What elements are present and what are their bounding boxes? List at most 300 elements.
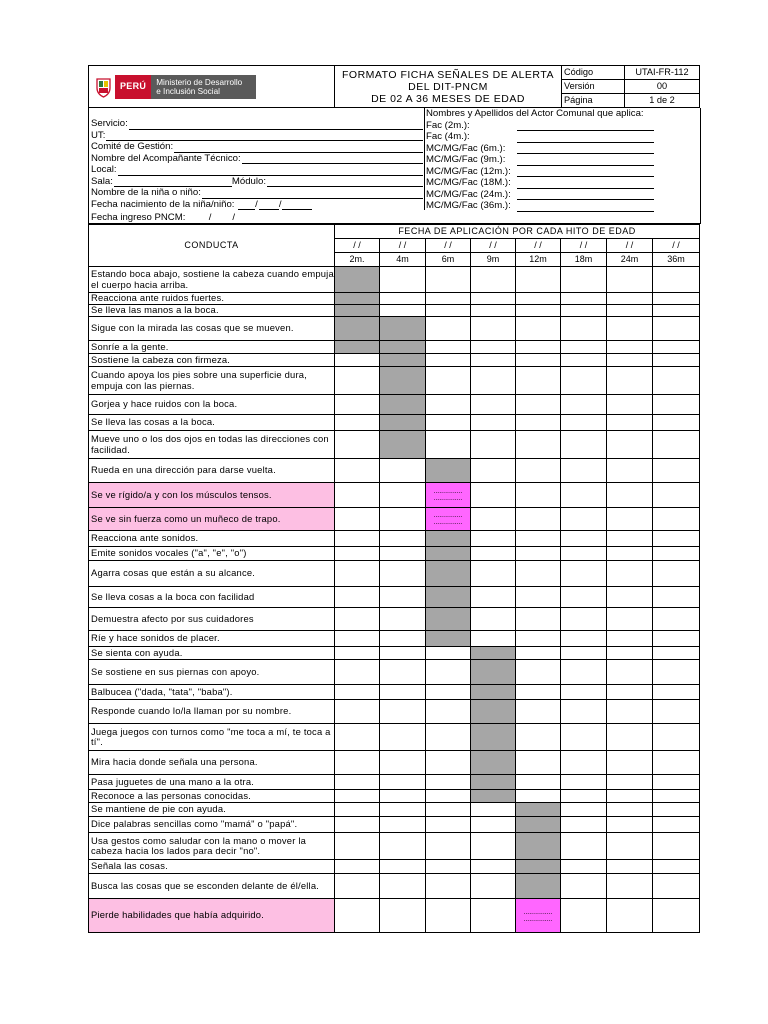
- check-cell[interactable]: [653, 341, 700, 354]
- check-cell[interactable]: [607, 817, 653, 833]
- fecha-nac-label: Fecha nacimiento de la niña/niño:: [91, 198, 235, 210]
- check-cell[interactable]: [471, 660, 516, 685]
- date-cell[interactable]: / /: [380, 239, 426, 253]
- check-cell[interactable]: [607, 685, 653, 700]
- check-cell[interactable]: [335, 803, 380, 817]
- nombre-nino-label: Nombre de la niña o niño:: [91, 187, 201, 198]
- check-cell[interactable]: [561, 415, 607, 431]
- check-cell[interactable]: [380, 631, 426, 647]
- check-cell[interactable]: [653, 860, 700, 874]
- check-cell[interactable]: [653, 817, 700, 833]
- check-cell[interactable]: [471, 803, 516, 817]
- check-cell[interactable]: [380, 531, 426, 547]
- check-cell[interactable]: [653, 899, 700, 933]
- check-cell[interactable]: [426, 561, 471, 587]
- logo-ministry-line1: Ministerio de Desarrollo: [156, 77, 243, 87]
- check-cell[interactable]: [516, 833, 561, 860]
- check-cell[interactable]: [380, 700, 426, 724]
- check-cell[interactable]: [335, 724, 380, 751]
- check-cell[interactable]: [516, 803, 561, 817]
- check-cell[interactable]: [653, 775, 700, 790]
- date-cell[interactable]: / /: [426, 239, 471, 253]
- check-cell[interactable]: [561, 459, 607, 483]
- check-cell[interactable]: [471, 685, 516, 700]
- check-cell[interactable]: [653, 483, 700, 508]
- check-cell[interactable]: [561, 354, 607, 367]
- check-cell[interactable]: [335, 700, 380, 724]
- check-cell[interactable]: [561, 317, 607, 341]
- nombre-nino-field[interactable]: [202, 189, 423, 199]
- check-cell[interactable]: [561, 267, 607, 293]
- check-cell[interactable]: [335, 341, 380, 354]
- check-cell[interactable]: [561, 367, 607, 395]
- check-cell[interactable]: [471, 647, 516, 660]
- check-cell[interactable]: [561, 293, 607, 305]
- check-cell[interactable]: [561, 775, 607, 790]
- check-cell[interactable]: [653, 874, 700, 899]
- check-cell[interactable]: [471, 367, 516, 395]
- check-cell[interactable]: [471, 700, 516, 724]
- check-cell[interactable]: [607, 775, 653, 790]
- check-cell[interactable]: [335, 631, 380, 647]
- actor-name-field[interactable]: [517, 167, 654, 177]
- check-cell[interactable]: [561, 899, 607, 933]
- check-cell[interactable]: [607, 305, 653, 317]
- check-cell[interactable]: [653, 508, 700, 531]
- check-cell[interactable]: [561, 860, 607, 874]
- check-cell[interactable]: [380, 751, 426, 775]
- check-cell[interactable]: [380, 547, 426, 561]
- check-cell[interactable]: [561, 685, 607, 700]
- check-cell[interactable]: [335, 647, 380, 660]
- actor-name-field[interactable]: [517, 179, 654, 189]
- acompanante-field[interactable]: [242, 154, 423, 164]
- check-cell[interactable]: [471, 341, 516, 354]
- check-cell[interactable]: [471, 395, 516, 415]
- check-cell[interactable]: [516, 631, 561, 647]
- check-cell[interactable]: [653, 685, 700, 700]
- check-cell[interactable]: [426, 608, 471, 631]
- check-cell[interactable]: [561, 531, 607, 547]
- check-cell[interactable]: [380, 431, 426, 459]
- check-cell[interactable]: [335, 459, 380, 483]
- check-cell[interactable]: [380, 647, 426, 660]
- check-cell[interactable]: [607, 531, 653, 547]
- check-cell[interactable]: [471, 415, 516, 431]
- check-cell[interactable]: [561, 341, 607, 354]
- check-cell[interactable]: [607, 751, 653, 775]
- check-cell[interactable]: [607, 631, 653, 647]
- check-cell[interactable]: [653, 547, 700, 561]
- check-cell[interactable]: [607, 354, 653, 367]
- actor-name-field[interactable]: [517, 202, 654, 212]
- check-cell[interactable]: [653, 267, 700, 293]
- check-cell[interactable]: [380, 415, 426, 431]
- check-cell[interactable]: [653, 724, 700, 751]
- check-cell[interactable]: [426, 531, 471, 547]
- check-cell[interactable]: [653, 367, 700, 395]
- check-cell[interactable]: [426, 660, 471, 685]
- check-cell[interactable]: [471, 790, 516, 803]
- check-cell[interactable]: [653, 803, 700, 817]
- check-cell[interactable]: [607, 341, 653, 354]
- check-cell[interactable]: [380, 608, 426, 631]
- check-cell[interactable]: [335, 660, 380, 685]
- check-cell[interactable]: [607, 561, 653, 587]
- check-cell[interactable]: [561, 608, 607, 631]
- check-cell[interactable]: [653, 395, 700, 415]
- actor-name-field[interactable]: [517, 190, 654, 200]
- check-cell[interactable]: [380, 724, 426, 751]
- check-cell[interactable]: [607, 660, 653, 685]
- check-cell[interactable]: [426, 267, 471, 293]
- check-cell[interactable]: [426, 354, 471, 367]
- check-cell[interactable]: [561, 833, 607, 860]
- check-cell[interactable]: [426, 803, 471, 817]
- check-cell[interactable]: [471, 508, 516, 531]
- check-cell[interactable]: [607, 547, 653, 561]
- check-cell[interactable]: [335, 531, 380, 547]
- check-cell[interactable]: [380, 803, 426, 817]
- check-cell[interactable]: [516, 508, 561, 531]
- actor-name-field[interactable]: [517, 121, 654, 131]
- check-cell[interactable]: [653, 647, 700, 660]
- check-cell[interactable]: [561, 631, 607, 647]
- check-cell[interactable]: [380, 775, 426, 790]
- check-cell[interactable]: [516, 790, 561, 803]
- check-cell[interactable]: [653, 531, 700, 547]
- check-cell[interactable]: [335, 561, 380, 587]
- check-cell[interactable]: [335, 483, 380, 508]
- check-cell[interactable]: [335, 587, 380, 608]
- ut-field[interactable]: [106, 131, 423, 141]
- date-cell[interactable]: / /: [607, 239, 653, 253]
- check-cell[interactable]: [516, 608, 561, 631]
- check-cell[interactable]: [607, 459, 653, 483]
- check-cell[interactable]: [561, 874, 607, 899]
- check-cell[interactable]: [380, 367, 426, 395]
- check-cell[interactable]: [607, 587, 653, 608]
- check-cell[interactable]: [380, 817, 426, 833]
- check-cell[interactable]: [516, 874, 561, 899]
- check-cell[interactable]: [380, 341, 426, 354]
- check-cell[interactable]: [426, 508, 471, 531]
- check-cell[interactable]: [607, 647, 653, 660]
- check-cell[interactable]: [335, 305, 380, 317]
- check-cell[interactable]: [380, 561, 426, 587]
- check-cell[interactable]: [516, 899, 561, 933]
- check-cell[interactable]: [380, 660, 426, 685]
- check-cell[interactable]: [516, 483, 561, 508]
- fecha-ingreso-day[interactable]: [192, 214, 209, 224]
- comite-field[interactable]: [174, 143, 423, 153]
- check-cell[interactable]: [471, 459, 516, 483]
- check-cell[interactable]: [380, 317, 426, 341]
- check-cell[interactable]: [607, 724, 653, 751]
- check-cell[interactable]: [561, 700, 607, 724]
- check-cell[interactable]: [561, 395, 607, 415]
- fecha-nac-year[interactable]: [282, 200, 312, 210]
- modulo-field[interactable]: [267, 177, 423, 187]
- date-cell[interactable]: / /: [335, 239, 380, 253]
- check-cell[interactable]: [335, 317, 380, 341]
- fecha-nac-month[interactable]: [259, 200, 279, 210]
- check-cell[interactable]: [653, 354, 700, 367]
- check-cell[interactable]: [653, 415, 700, 431]
- check-cell[interactable]: [607, 367, 653, 395]
- check-cell[interactable]: [335, 860, 380, 874]
- date-cell[interactable]: / /: [516, 239, 561, 253]
- check-cell[interactable]: [471, 833, 516, 860]
- check-cell[interactable]: [516, 775, 561, 790]
- check-cell[interactable]: [561, 803, 607, 817]
- check-cell[interactable]: [516, 751, 561, 775]
- check-cell[interactable]: [607, 874, 653, 899]
- check-cell[interactable]: [561, 660, 607, 685]
- check-cell[interactable]: [607, 608, 653, 631]
- check-cell[interactable]: [335, 415, 380, 431]
- check-cell[interactable]: [471, 483, 516, 508]
- check-cell[interactable]: [471, 631, 516, 647]
- check-cell[interactable]: [516, 354, 561, 367]
- servicio-field[interactable]: [129, 120, 423, 130]
- check-cell[interactable]: [516, 647, 561, 660]
- date-cell[interactable]: / /: [561, 239, 607, 253]
- check-cell[interactable]: [426, 790, 471, 803]
- table-row: [89, 874, 700, 899]
- check-cell[interactable]: [607, 431, 653, 459]
- check-cell[interactable]: [607, 860, 653, 874]
- fecha-nac-day[interactable]: [238, 200, 255, 210]
- check-cell[interactable]: [607, 700, 653, 724]
- check-cell[interactable]: [516, 587, 561, 608]
- check-cell[interactable]: [471, 547, 516, 561]
- check-cell[interactable]: [653, 561, 700, 587]
- check-cell[interactable]: [380, 790, 426, 803]
- check-cell[interactable]: [335, 367, 380, 395]
- check-cell[interactable]: [471, 587, 516, 608]
- check-cell[interactable]: [335, 547, 380, 561]
- check-cell[interactable]: [335, 751, 380, 775]
- check-cell[interactable]: [471, 874, 516, 899]
- check-cell[interactable]: [426, 341, 471, 354]
- check-cell[interactable]: [426, 431, 471, 459]
- check-cell[interactable]: [380, 459, 426, 483]
- check-cell[interactable]: [561, 587, 607, 608]
- check-cell[interactable]: [426, 547, 471, 561]
- check-cell[interactable]: [471, 860, 516, 874]
- check-cell[interactable]: [653, 700, 700, 724]
- check-cell[interactable]: [653, 293, 700, 305]
- check-cell[interactable]: [426, 587, 471, 608]
- check-cell[interactable]: [653, 608, 700, 631]
- actor-name-field[interactable]: [517, 133, 654, 143]
- check-cell[interactable]: [471, 431, 516, 459]
- sala-field[interactable]: [114, 177, 232, 187]
- date-cell[interactable]: / /: [471, 239, 516, 253]
- fecha-ingreso-month[interactable]: [212, 214, 232, 224]
- check-cell[interactable]: [516, 395, 561, 415]
- check-cell[interactable]: [335, 608, 380, 631]
- check-cell[interactable]: [516, 817, 561, 833]
- check-cell[interactable]: [516, 459, 561, 483]
- check-cell[interactable]: [426, 817, 471, 833]
- check-cell[interactable]: [471, 817, 516, 833]
- check-cell[interactable]: [426, 305, 471, 317]
- check-cell[interactable]: [653, 751, 700, 775]
- check-cell[interactable]: [426, 700, 471, 724]
- check-cell[interactable]: [380, 833, 426, 860]
- check-cell[interactable]: [653, 317, 700, 341]
- check-cell[interactable]: [516, 367, 561, 395]
- check-cell[interactable]: [607, 833, 653, 860]
- check-cell[interactable]: [561, 790, 607, 803]
- check-cell[interactable]: [380, 874, 426, 899]
- check-cell[interactable]: [426, 293, 471, 305]
- check-cell[interactable]: [380, 395, 426, 415]
- check-cell[interactable]: [471, 305, 516, 317]
- check-cell[interactable]: [516, 293, 561, 305]
- check-cell[interactable]: [516, 685, 561, 700]
- check-cell[interactable]: [516, 341, 561, 354]
- child-info: Servicio: UT: Comité de Gestión: Nombre del Acompañante Técnico: Local: Sala: Módulo: Nombre de la niña o niño: Fecha nacimiento de la niña/niño: / / Fecha ingreso PNCM: / /: [91, 118, 423, 224]
- check-cell[interactable]: [516, 860, 561, 874]
- check-cell[interactable]: [516, 660, 561, 685]
- check-cell[interactable]: [516, 317, 561, 341]
- check-cell[interactable]: [607, 803, 653, 817]
- check-cell[interactable]: [335, 431, 380, 459]
- check-cell[interactable]: [380, 899, 426, 933]
- check-cell[interactable]: [471, 899, 516, 933]
- check-cell[interactable]: [335, 775, 380, 790]
- check-cell[interactable]: [561, 547, 607, 561]
- check-cell[interactable]: [653, 660, 700, 685]
- check-cell[interactable]: [471, 354, 516, 367]
- check-cell[interactable]: [335, 790, 380, 803]
- check-cell[interactable]: [426, 685, 471, 700]
- check-cell[interactable]: [426, 874, 471, 899]
- check-cell[interactable]: [471, 531, 516, 547]
- check-cell[interactable]: [335, 508, 380, 531]
- check-cell[interactable]: [653, 431, 700, 459]
- check-cell[interactable]: [380, 293, 426, 305]
- check-cell[interactable]: [426, 647, 471, 660]
- dots-line: ...............: [523, 908, 553, 916]
- check-cell[interactable]: [653, 790, 700, 803]
- check-cell[interactable]: [516, 547, 561, 561]
- check-cell[interactable]: [653, 631, 700, 647]
- check-cell[interactable]: [516, 724, 561, 751]
- check-cell[interactable]: [426, 775, 471, 790]
- check-cell[interactable]: [561, 508, 607, 531]
- check-cell[interactable]: [653, 587, 700, 608]
- check-cell[interactable]: [607, 395, 653, 415]
- check-cell[interactable]: [516, 431, 561, 459]
- check-cell[interactable]: [426, 317, 471, 341]
- check-cell[interactable]: [516, 700, 561, 724]
- check-cell[interactable]: [607, 483, 653, 508]
- check-cell[interactable]: [426, 724, 471, 751]
- check-cell[interactable]: [561, 431, 607, 459]
- check-cell[interactable]: [380, 685, 426, 700]
- check-cell[interactable]: [380, 354, 426, 367]
- check-cell[interactable]: [561, 561, 607, 587]
- check-cell[interactable]: [426, 751, 471, 775]
- check-cell[interactable]: [426, 367, 471, 395]
- check-cell[interactable]: [471, 608, 516, 631]
- check-cell[interactable]: [516, 305, 561, 317]
- actor-name-field[interactable]: [517, 144, 654, 154]
- fecha-ingreso-year[interactable]: [236, 214, 266, 224]
- check-cell[interactable]: [426, 415, 471, 431]
- check-cell[interactable]: [335, 293, 380, 305]
- check-cell[interactable]: [607, 317, 653, 341]
- check-cell[interactable]: [380, 587, 426, 608]
- check-cell[interactable]: [516, 415, 561, 431]
- check-cell[interactable]: [516, 561, 561, 587]
- check-cell[interactable]: [426, 459, 471, 483]
- check-cell[interactable]: [471, 724, 516, 751]
- check-cell[interactable]: [426, 483, 471, 508]
- check-cell[interactable]: [516, 267, 561, 293]
- check-cell[interactable]: [607, 508, 653, 531]
- check-cell[interactable]: [471, 775, 516, 790]
- actor-name-field[interactable]: [517, 156, 654, 166]
- check-cell[interactable]: [607, 267, 653, 293]
- check-cell[interactable]: [426, 833, 471, 860]
- check-cell[interactable]: [561, 647, 607, 660]
- check-cell[interactable]: [380, 267, 426, 293]
- check-cell[interactable]: [561, 817, 607, 833]
- check-cell[interactable]: [607, 899, 653, 933]
- check-cell[interactable]: [471, 317, 516, 341]
- check-cell[interactable]: [426, 395, 471, 415]
- check-cell[interactable]: [471, 267, 516, 293]
- check-cell[interactable]: [653, 305, 700, 317]
- check-cell[interactable]: [335, 685, 380, 700]
- check-cell[interactable]: [607, 293, 653, 305]
- check-cell[interactable]: [335, 395, 380, 415]
- check-cell[interactable]: [561, 305, 607, 317]
- check-cell[interactable]: [607, 790, 653, 803]
- check-cell[interactable]: [516, 531, 561, 547]
- check-cell[interactable]: [380, 860, 426, 874]
- check-cell[interactable]: [335, 354, 380, 367]
- check-cell[interactable]: [607, 415, 653, 431]
- check-cell[interactable]: [653, 833, 700, 860]
- check-cell[interactable]: [471, 751, 516, 775]
- check-cell[interactable]: [561, 751, 607, 775]
- check-cell[interactable]: [653, 459, 700, 483]
- check-cell[interactable]: [561, 483, 607, 508]
- check-cell[interactable]: [380, 508, 426, 531]
- check-cell[interactable]: [335, 874, 380, 899]
- check-cell[interactable]: [335, 899, 380, 933]
- check-cell[interactable]: [380, 305, 426, 317]
- check-cell[interactable]: [380, 483, 426, 508]
- check-cell[interactable]: [426, 631, 471, 647]
- check-cell[interactable]: [426, 860, 471, 874]
- check-cell[interactable]: [335, 817, 380, 833]
- check-cell[interactable]: [335, 833, 380, 860]
- check-cell[interactable]: [335, 267, 380, 293]
- local-field[interactable]: [118, 166, 423, 176]
- check-cell[interactable]: [426, 899, 471, 933]
- date-cell[interactable]: / /: [653, 239, 700, 253]
- check-cell[interactable]: [561, 724, 607, 751]
- check-cell[interactable]: [471, 293, 516, 305]
- check-cell[interactable]: [471, 561, 516, 587]
